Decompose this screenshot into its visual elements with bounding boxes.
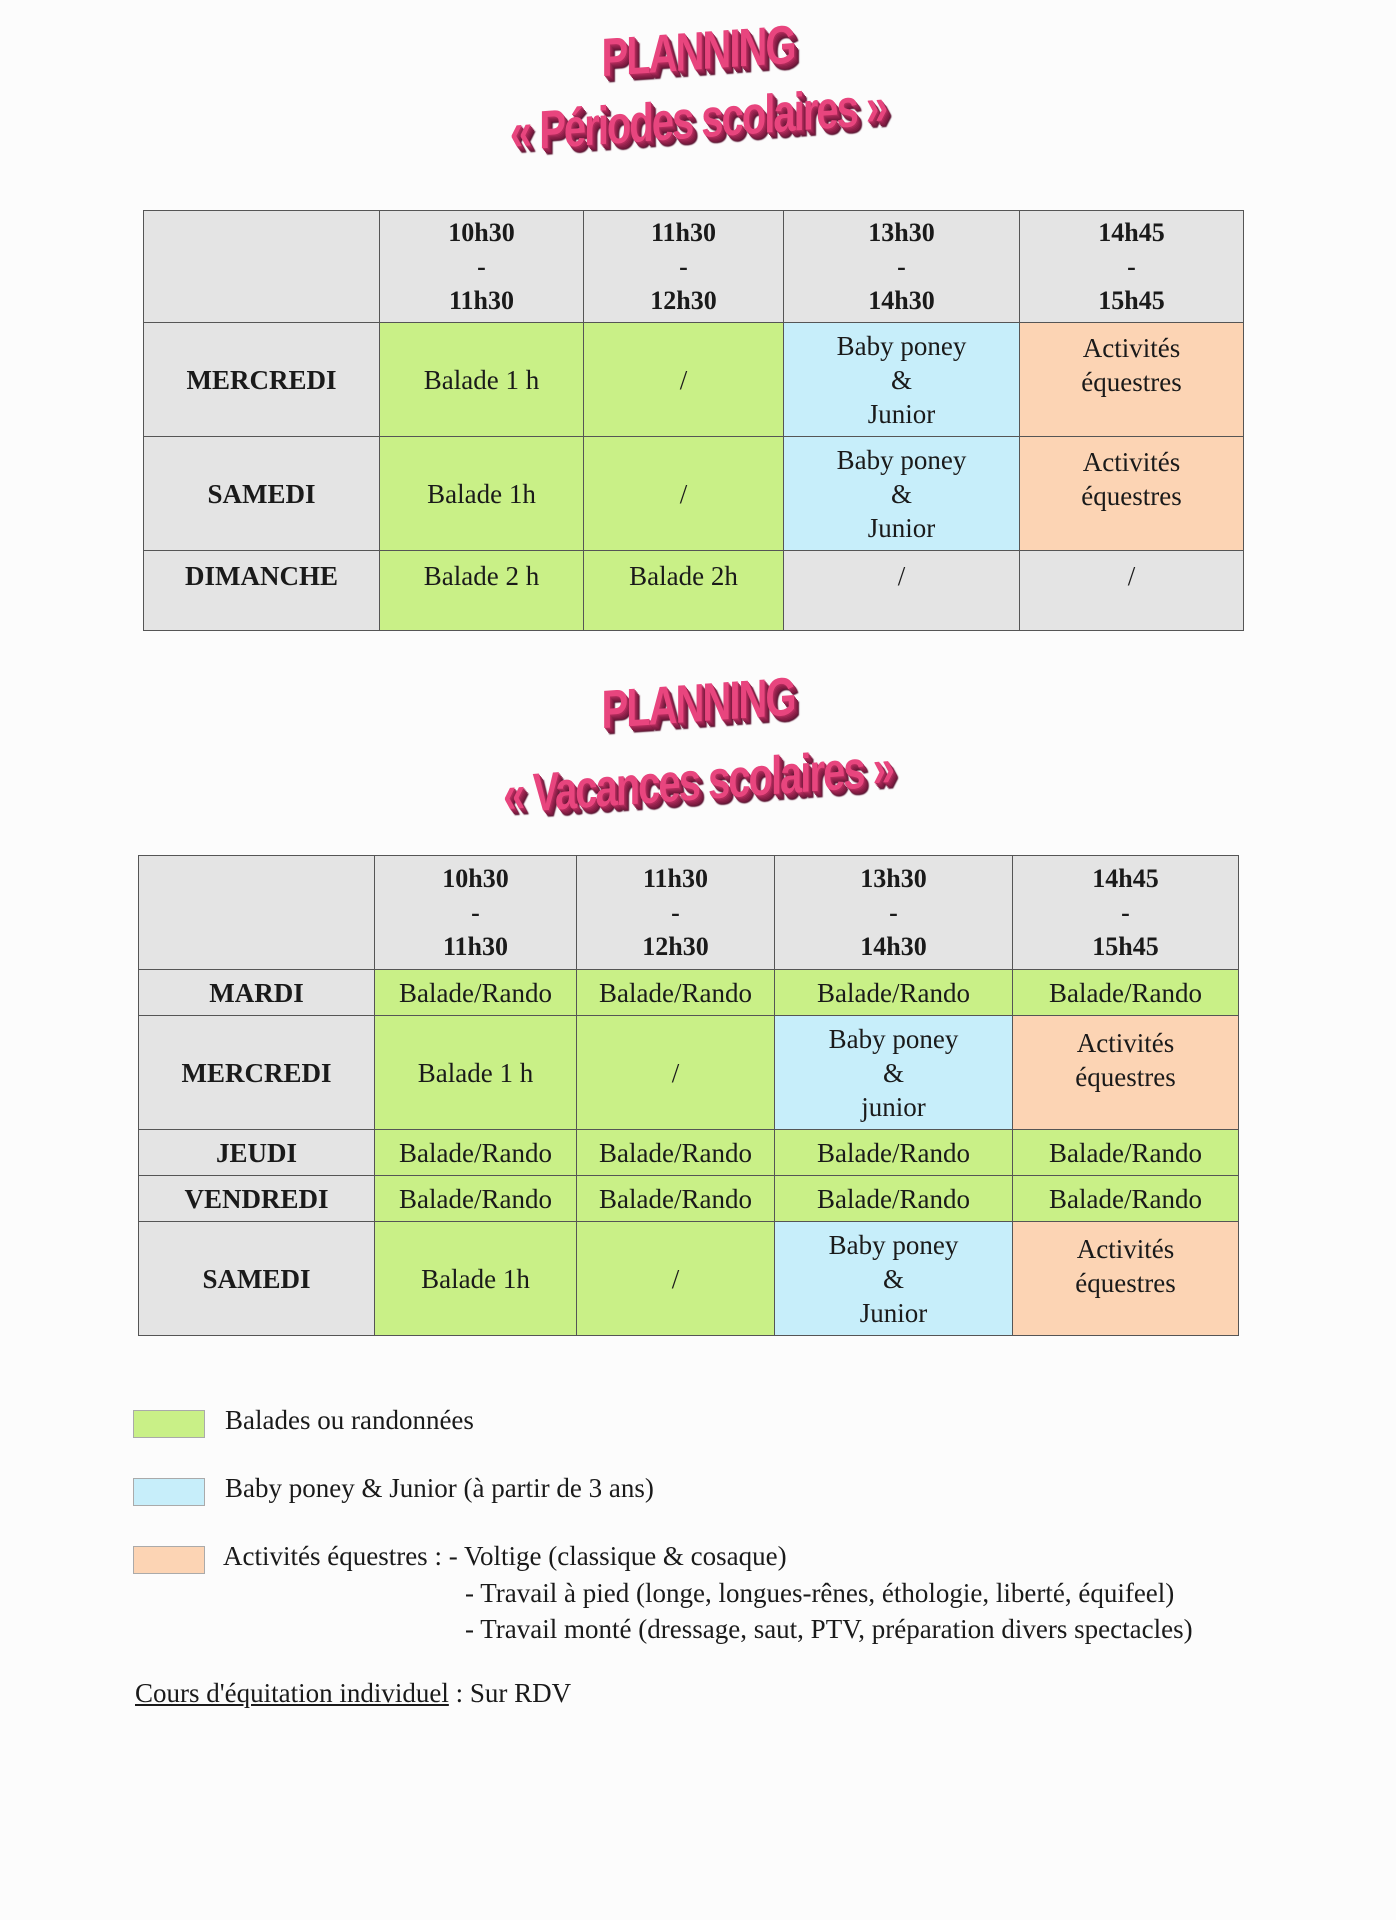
legend-swatch-green [133, 1410, 205, 1438]
schedule-cell: / [1020, 551, 1244, 631]
day-label: SAMEDI [139, 1222, 375, 1336]
legend-swatch-orange [133, 1546, 205, 1574]
schedule-cell: Balade/Rando [1013, 970, 1239, 1016]
holidays-table [138, 855, 1239, 1336]
time-slot-header: 10h30 - 11h30 [375, 856, 577, 970]
schedule-cell: Balade/Rando [775, 970, 1013, 1016]
schedule-cell: Balade/Rando [577, 970, 775, 1016]
time-slot-header: 10h30 - 11h30 [380, 211, 584, 323]
schedule-cell: Activités équestres [1013, 1222, 1239, 1336]
table-corner [139, 856, 375, 970]
time-slot-header: 11h30 - 12h30 [577, 856, 775, 970]
schedule-cell: Balade/Rando [375, 1130, 577, 1176]
schedule-cell: Balade/Rando [1013, 1130, 1239, 1176]
time-slot-header: 13h30 - 14h30 [775, 856, 1013, 970]
day-label: MERCREDI [139, 1016, 375, 1130]
table-corner [144, 211, 380, 323]
schedule-cell: Baby poney & Junior [784, 437, 1020, 551]
bottom-planning-subtitle: « Vacances scolaires » [503, 738, 893, 826]
schedule-cell: / [577, 1016, 775, 1130]
schedule-cell: Activités équestres [1013, 1016, 1239, 1130]
schedule-cell: / [577, 1222, 775, 1336]
time-slot-header: 11h30 - 12h30 [584, 211, 784, 323]
day-label: JEUDI [139, 1130, 375, 1176]
schedule-cell: / [584, 437, 784, 551]
time-slot-header: 13h30 - 14h30 [784, 211, 1020, 323]
day-label: DIMANCHE [144, 551, 380, 631]
schedule-cell: Baby poney & junior [775, 1016, 1013, 1130]
schedule-cell: Balade 2 h [380, 551, 584, 631]
individual-lessons-note [135, 1678, 571, 1709]
bottom-planning-title: PLANNING [601, 667, 795, 741]
individual-lessons-label: Cours d'équitation individuel [135, 1678, 449, 1708]
legend-label-blue: Baby poney & Junior (à partir de 3 ans) [225, 1473, 654, 1503]
schedule-cell: Balade 1 h [380, 323, 584, 437]
activity-item: - Voltige (classique & cosaque) [448, 1541, 787, 1571]
legend-swatch-blue [133, 1478, 205, 1506]
legend-label-orange: Activités équestres : - Voltige (classique & cosaque) [223, 1541, 787, 1571]
day-label: SAMEDI [144, 437, 380, 551]
legend-label-green: Balades ou randonnées [225, 1405, 474, 1435]
schedule-cell: Activités équestres [1020, 437, 1244, 551]
schedule-cell: Balade/Rando [375, 1176, 577, 1222]
day-label: MARDI [139, 970, 375, 1016]
schedule-cell: / [784, 551, 1020, 631]
schedule-cell: Balade/Rando [577, 1176, 775, 1222]
activity-item: - Travail à pied (longe, longues-rênes, éthologie, liberté, équifeel) [465, 1578, 1175, 1608]
school-periods-table [143, 210, 1244, 631]
schedule-cell: / [584, 323, 784, 437]
schedule-cell: Balade/Rando [1013, 1176, 1239, 1222]
schedule-cell: Baby poney & Junior [784, 323, 1020, 437]
schedule-cell: Balade/Rando [375, 970, 577, 1016]
time-slot-header: 14h45 - 15h45 [1013, 856, 1239, 970]
schedule-cell: Balade/Rando [775, 1130, 1013, 1176]
schedule-cell: Balade 2h [584, 551, 784, 631]
schedule-cell: Balade/Rando [577, 1130, 775, 1176]
schedule-cell: Baby poney & Junior [775, 1222, 1013, 1336]
schedule-cell: Balade 1 h [375, 1016, 577, 1130]
schedule-cell: Activités équestres [1020, 323, 1244, 437]
individual-lessons-value: : Sur RDV [448, 1678, 572, 1708]
day-label: VENDREDI [139, 1176, 375, 1222]
time-slot-header: 14h45 - 15h45 [1020, 211, 1244, 323]
activity-item: - Travail monté (dressage, saut, PTV, préparation divers spectacles) [465, 1614, 1193, 1644]
day-label: MERCREDI [144, 323, 380, 437]
top-planning-title: PLANNING [601, 15, 795, 89]
schedule-cell: Balade/Rando [775, 1176, 1013, 1222]
schedule-cell: Balade 1h [375, 1222, 577, 1336]
schedule-cell: Balade 1h [380, 437, 584, 551]
top-planning-subtitle: « Périodes scolaires » [509, 76, 887, 163]
